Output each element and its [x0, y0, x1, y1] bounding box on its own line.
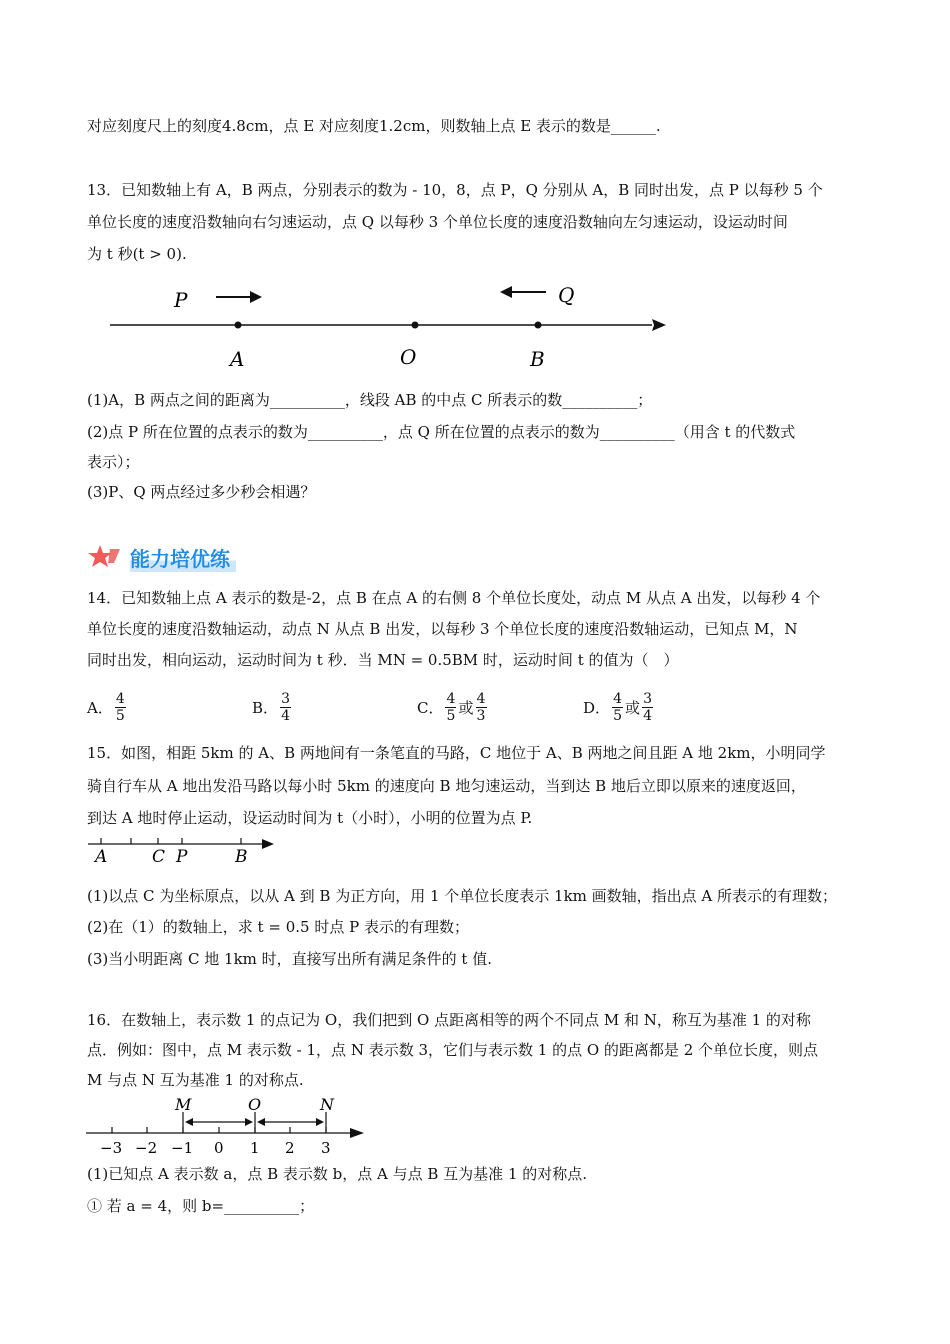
question-15-text: 骑自行车从 A 地出发沿马路以每小时 5km 的速度向 B 地匀速运动，当到达 B 地后立即以原来的速度返回，: [87, 777, 806, 795]
question-13-part-2: (2)点 P 所在位置的点表示的数为__________，点 Q 所在位置的点表示的数为__________（用含 t 的代数式: [87, 423, 796, 441]
number-line-figure-16: [84, 1092, 374, 1158]
question-16-part-1a: ① 若 a = 4，则 b=__________；: [87, 1197, 315, 1215]
fraction: $\frac{4}{5}$: [446, 690, 456, 724]
fraction: $\frac{4}{5}$: [115, 690, 125, 724]
question-14-text: 单位长度的速度沿数轴运动，动点 N 从点 B 出发，以每秒 3 个单位长度的速度沿数轴运动，已知点 M，N: [87, 620, 798, 638]
question-16-text: 16．在数轴上，表示数 1 的点记为 O，我们把到 O 点距离相等的两个不同点 M 和 N，称互为基准 1 的对称: [87, 1011, 811, 1029]
question-16-part-1: (1)已知点 A 表示数 a，点 B 表示数 b，点 A 与点 B 互为基准 1 的对称点.: [87, 1165, 588, 1183]
label-O: O: [400, 345, 417, 369]
question-15-text: 15．如图，相距 5km 的 A、B 两地间有一条笔直的马路，C 地位于 A、B 两地之间且距 A 地 2km，小明同学: [87, 744, 826, 762]
option-label: D．: [583, 698, 611, 717]
fraction: $\frac{3}{4}$: [281, 690, 290, 724]
label-M: M: [175, 1095, 192, 1114]
question-16-text: 点．例如：图中，点 M 表示数 - 1，点 N 表示数 3，它们与表示数 1 的点 O 的距离都是 2 个单位长度，则点: [87, 1041, 819, 1059]
label-A: A: [230, 347, 245, 371]
label-Q: Q: [558, 283, 575, 307]
question-13-part-2: 表示）；: [87, 453, 140, 471]
tick-label: −1: [171, 1139, 194, 1157]
option-C[interactable]: [417, 690, 489, 724]
fraction: $\frac{3}{4}$: [643, 690, 652, 724]
tick-label: 0: [214, 1139, 224, 1157]
number-line-figure-13: [100, 280, 670, 375]
label-B: B: [235, 847, 248, 866]
tick-label: −3: [100, 1139, 123, 1157]
option-D[interactable]: [583, 690, 655, 724]
or-text: 或: [458, 698, 474, 717]
section-title: 能力培优练: [130, 543, 236, 572]
option-label: B．: [252, 698, 279, 717]
label-B: B: [530, 347, 545, 371]
question-15-part-3: (3)当小明距离 C 地 1km 时，直接写出所有满足条件的 t 值.: [87, 950, 492, 968]
label-P: P: [174, 288, 188, 312]
question-13-part-1: (1)A，B 两点之间的距离为__________，线段 AB 的中点 C 所表示的数__________；: [87, 391, 653, 409]
question-13-text: 单位长度的速度沿数轴向右匀速运动，点 Q 以每秒 3 个单位长度的速度沿数轴向左匀速运动，设运动时间: [87, 213, 788, 231]
label-N: N: [320, 1095, 334, 1114]
question-16-text: M 与点 N 互为基准 1 的对称点.: [87, 1071, 304, 1089]
star-icon: [88, 544, 122, 570]
question-15-part-1: (1)以点 C 为坐标原点，以从 A 到 B 为正方向，用 1 个单位长度表示 1km 画数轴，指出点 A 所表示的有理数；: [87, 887, 838, 905]
question-13-text: 为 t 秒(t > 0).: [87, 245, 187, 263]
fraction: $\frac{4}{3}$: [476, 690, 486, 724]
section-header: [88, 542, 236, 572]
fraction: $\frac{4}{5}$: [613, 690, 622, 724]
option-label: A．: [87, 698, 113, 717]
tick-label: −2: [135, 1139, 158, 1157]
question-14-text: 14．已知数轴上点 A 表示的数是-2，点 B 在点 A 的右侧 8 个单位长度处，动点 M 从点 A 出发，以每秒 4 个: [87, 589, 821, 607]
label-O: O: [248, 1095, 262, 1114]
question-15-part-2: (2)在（1）的数轴上，求 t = 0.5 时点 P 表示的有理数；: [87, 918, 469, 936]
question-13-text: 13．已知数轴上有 A，B 两点，分别表示的数为 - 10，8，点 P，Q 分别从 A，B 同时出发，点 P 以每秒 5 个: [87, 181, 823, 199]
label-A: A: [95, 847, 108, 866]
question-13-part-3: (3)P、Q 两点经过多少秒会相遇？: [87, 483, 316, 501]
or-text: 或: [625, 698, 641, 717]
label-C: C: [152, 847, 166, 866]
tick-label: 2: [285, 1139, 295, 1157]
tick-label: 1: [250, 1139, 260, 1157]
option-label: C．: [417, 698, 444, 717]
option-A[interactable]: [87, 690, 128, 724]
text-line: 对应刻度尺上的刻度4.8cm，点 E 对应刻度1.2cm，则数轴上点 E 表示的数是______.: [87, 117, 661, 135]
option-B[interactable]: [252, 690, 293, 724]
number-line-figure-15: [86, 834, 280, 866]
question-14-text: 同时出发，相向运动，运动时间为 t 秒．当 MN = 0.5BM 时，运动时间 t 的值为（ ）: [87, 651, 679, 669]
tick-label: 3: [321, 1139, 331, 1157]
label-P: P: [176, 847, 188, 866]
question-15-text: 到达 A 地时停止运动，设运动时间为 t（小时），小明的位置为点 P.: [87, 809, 533, 827]
